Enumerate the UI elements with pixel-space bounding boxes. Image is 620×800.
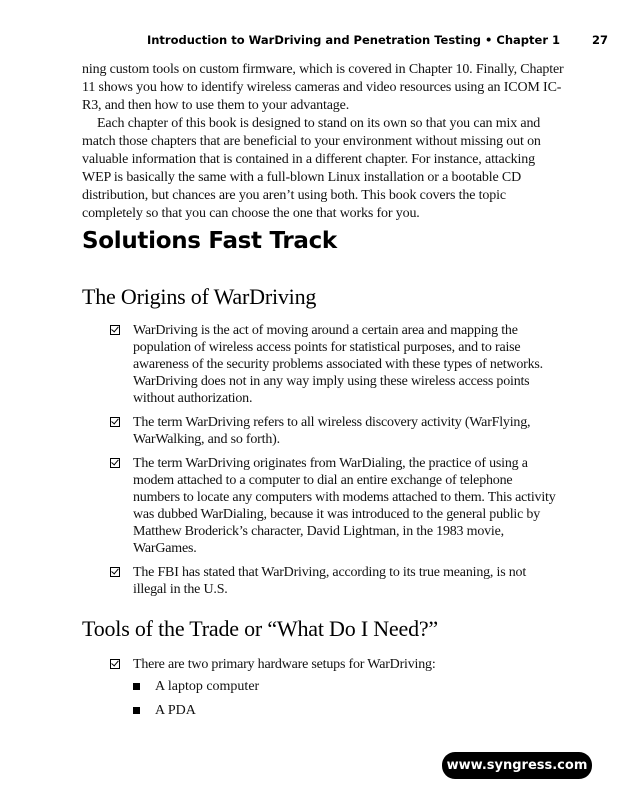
list-item-text: The term WarDriving originates from WarDialing, the practice of using a modem attached to a computer to dial an entire exchange of telephone numbers to locate any computers with modems attached to them. This activity was dubbed WarDialing, because it was introduced to the general public by Matthew Broderick’s character, David Lightman, in the 1983 movie, WarGames.	[133, 456, 556, 556]
checkbox-icon	[110, 325, 120, 335]
intro-paragraph: ning custom tools on custom firmware, which is covered in Chapter 10. Finally, Chapter 11 shows you how to identify wireless cameras and video resources using an ICOM IC-R3, and then how to use them to your advantage.	[82, 62, 564, 113]
checkbox-icon	[110, 659, 120, 669]
list-item-text: There are two primary hardware setups for WarDriving:	[133, 657, 436, 672]
intro-paragraph: Each chapter of this book is designed to stand on its own so that you can mix and match those chapters that are beneficial to your environment without missing out on valuable information that is contained in a different chapter. For instance, attacking WEP is basically the same with a full-blown Linux installation or a bootable CD distribution, but chances are you aren’t using both. This book covers the topic completely so that you can choose the one that works for you.	[82, 116, 541, 221]
list-item	[110, 322, 560, 407]
list-item-text: WarDriving is the act of moving around a certain area and mapping the population of wireless access points for statistical purposes, and to raise awareness of the security problems associated with these types of networks. WarDriving does not in any way imply using these wireless access points without authorization.	[133, 323, 543, 406]
publisher-url-badge: www.syngress.com	[442, 752, 592, 779]
origins-checklist	[110, 322, 560, 605]
list-item	[110, 455, 560, 557]
subsection-heading-tools: Tools of the Trade or “What Do I Need?”	[82, 616, 438, 641]
page-number: 27	[591, 33, 608, 47]
list-item	[110, 414, 560, 448]
list-item	[110, 564, 560, 598]
list-item-text: The term WarDriving refers to all wireless discovery activity (WarFlying, WarWalking, and so forth).	[133, 415, 531, 447]
square-bullet-icon	[133, 707, 140, 714]
hardware-sublist	[133, 678, 259, 726]
section-title: Solutions Fast Track	[82, 228, 337, 254]
list-item-text: The FBI has stated that WarDriving, according to its true meaning, is not illegal in the U.S.	[133, 565, 527, 597]
sublist-item-text: A laptop computer	[155, 679, 260, 694]
subsection-heading-origins: The Origins of WarDriving	[82, 284, 317, 309]
tools-checklist	[110, 656, 560, 680]
checkbox-icon	[110, 417, 120, 427]
square-bullet-icon	[133, 683, 140, 690]
checkbox-icon	[110, 458, 120, 468]
sublist-item	[133, 678, 259, 695]
list-item	[110, 656, 560, 673]
sublist-item	[133, 702, 259, 719]
sublist-item-text: A PDA	[155, 703, 196, 718]
intro-text	[82, 61, 564, 223]
running-header-title: Introduction to WarDriving and Penetration Testing • Chapter 1	[146, 33, 560, 47]
checkbox-icon	[110, 567, 120, 577]
running-header	[0, 33, 620, 49]
